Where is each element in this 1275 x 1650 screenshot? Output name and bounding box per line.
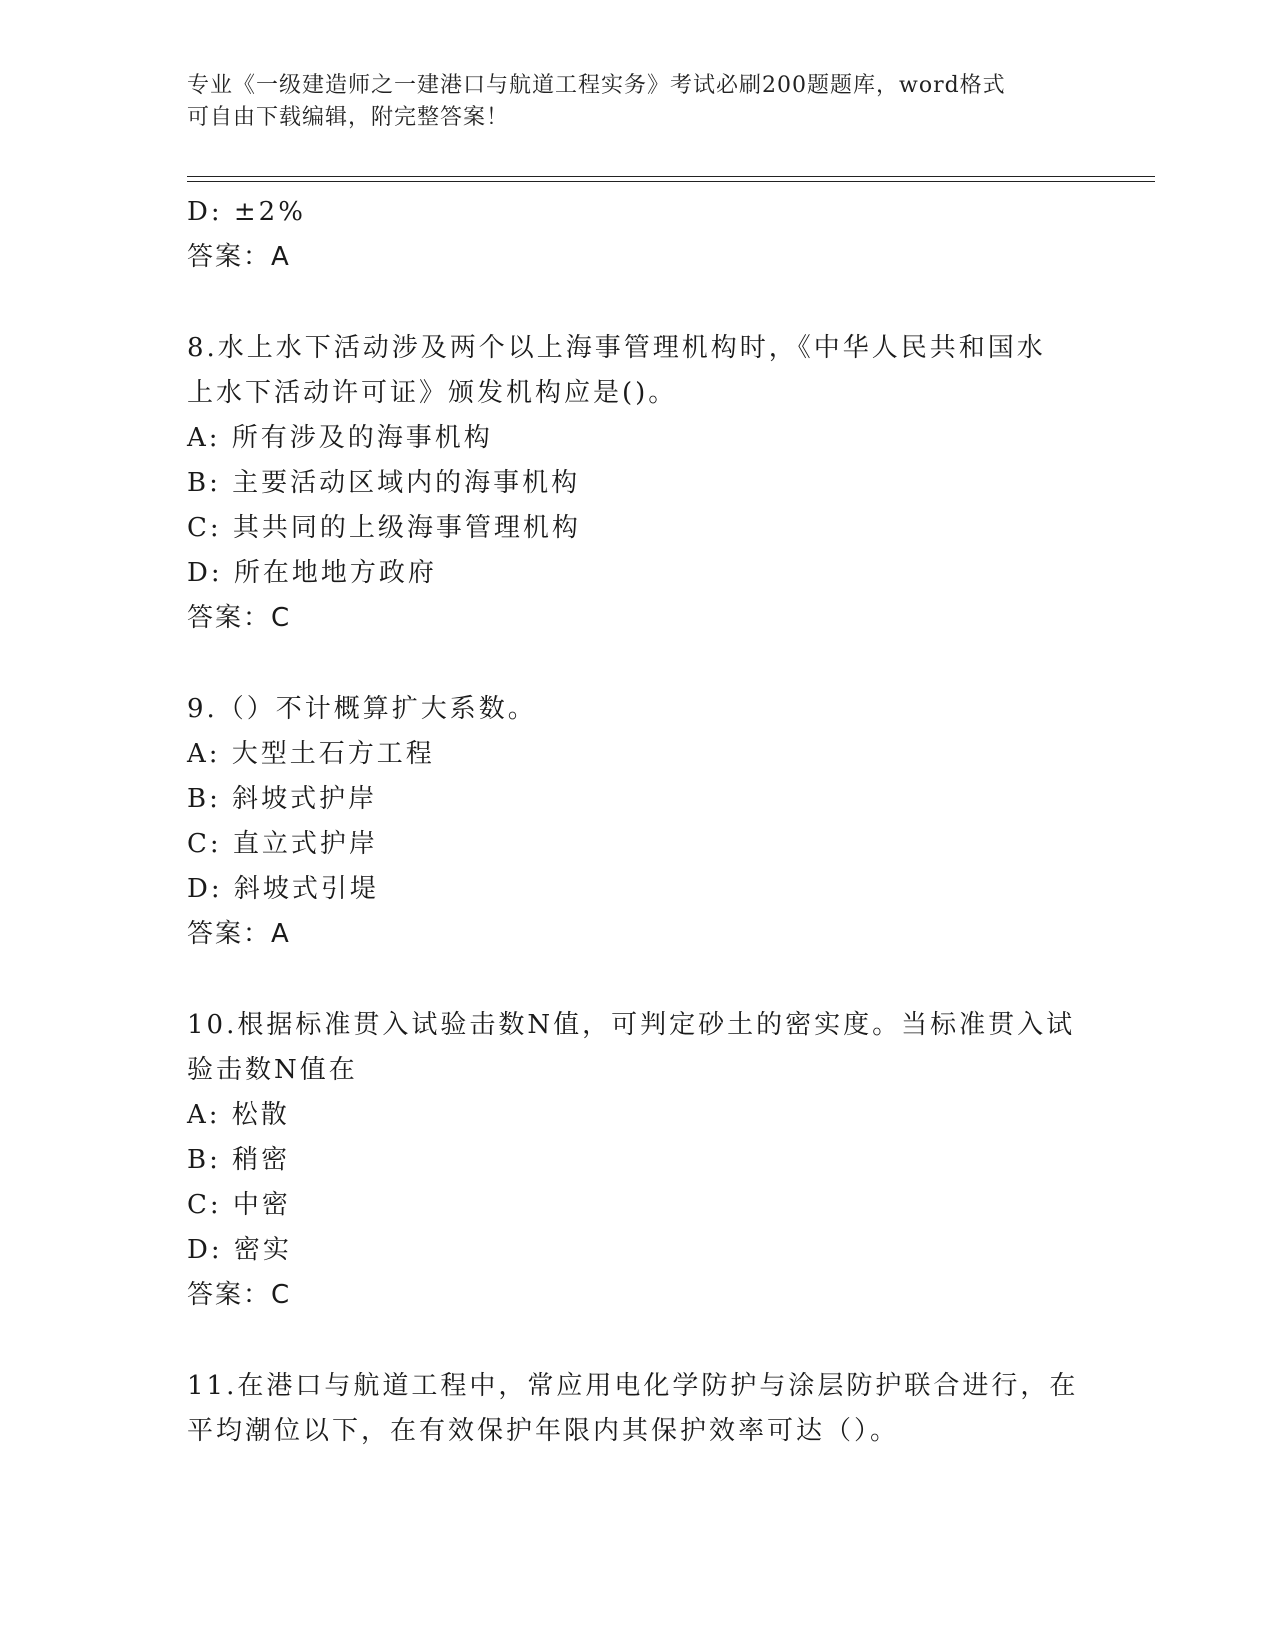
option-b: B: 主要活动区域内的海事机构 [187, 468, 581, 498]
question-stem-line: 10.根据标准贯入试验击数N值，可判定砂土的密实度。当标准贯入试 [187, 1010, 1076, 1040]
answer-line: 答案：C [187, 1280, 292, 1310]
option-b: B: 稍密 [187, 1145, 291, 1175]
header-title-line-1: 专业《一级建造师之一建港口与航道工程实务》考试必刷200题题库，word格式 [187, 73, 1006, 98]
option-d: D: ±2% [187, 197, 306, 227]
document-body [187, 190, 1087, 1454]
option-a: A: 大型土石方工程 [187, 739, 435, 769]
option-d: D: 密实 [187, 1235, 292, 1265]
answer-line: 答案：A [187, 242, 291, 272]
question-10 [187, 1003, 1087, 1318]
option-d: D: 斜坡式引堤 [187, 874, 379, 904]
page-header [187, 70, 1087, 134]
option-c: C: 直立式护岸 [187, 829, 378, 859]
option-d: D: 所在地地方政府 [187, 558, 437, 588]
answer-line: 答案：C [187, 603, 292, 633]
answer-line: 答案：A [187, 919, 291, 949]
question-9 [187, 687, 1087, 957]
question-stem-line: 上水下活动许可证》颁发机构应是()。 [187, 378, 678, 408]
option-a: A: 松散 [187, 1100, 290, 1130]
option-a: A: 所有涉及的海事机构 [187, 423, 493, 453]
previous-question-tail [187, 190, 1087, 280]
question-stem-line: 8.水上水下活动涉及两个以上海事管理机构时，《中华人民共和国水 [187, 333, 1046, 363]
question-11 [187, 1364, 1087, 1454]
question-stem-line: 9.（）不计概算扩大系数。 [187, 694, 537, 724]
option-c: C: 其共同的上级海事管理机构 [187, 513, 581, 543]
header-title-line-2: 可自由下载编辑，附完整答案！ [187, 105, 510, 130]
option-c: C: 中密 [187, 1190, 291, 1220]
header-divider-top [187, 176, 1155, 177]
question-stem-line: 11.在港口与航道工程中，常应用电化学防护与涂层防护联合进行，在 [187, 1371, 1079, 1401]
question-8 [187, 326, 1087, 641]
header-divider-bottom [187, 181, 1155, 182]
option-b: B: 斜坡式护岸 [187, 784, 378, 814]
question-stem-line: 平均潮位以下，在有效保护年限内其保护效率可达（）。 [187, 1416, 900, 1446]
question-stem-line: 验击数N值在 [187, 1055, 358, 1085]
